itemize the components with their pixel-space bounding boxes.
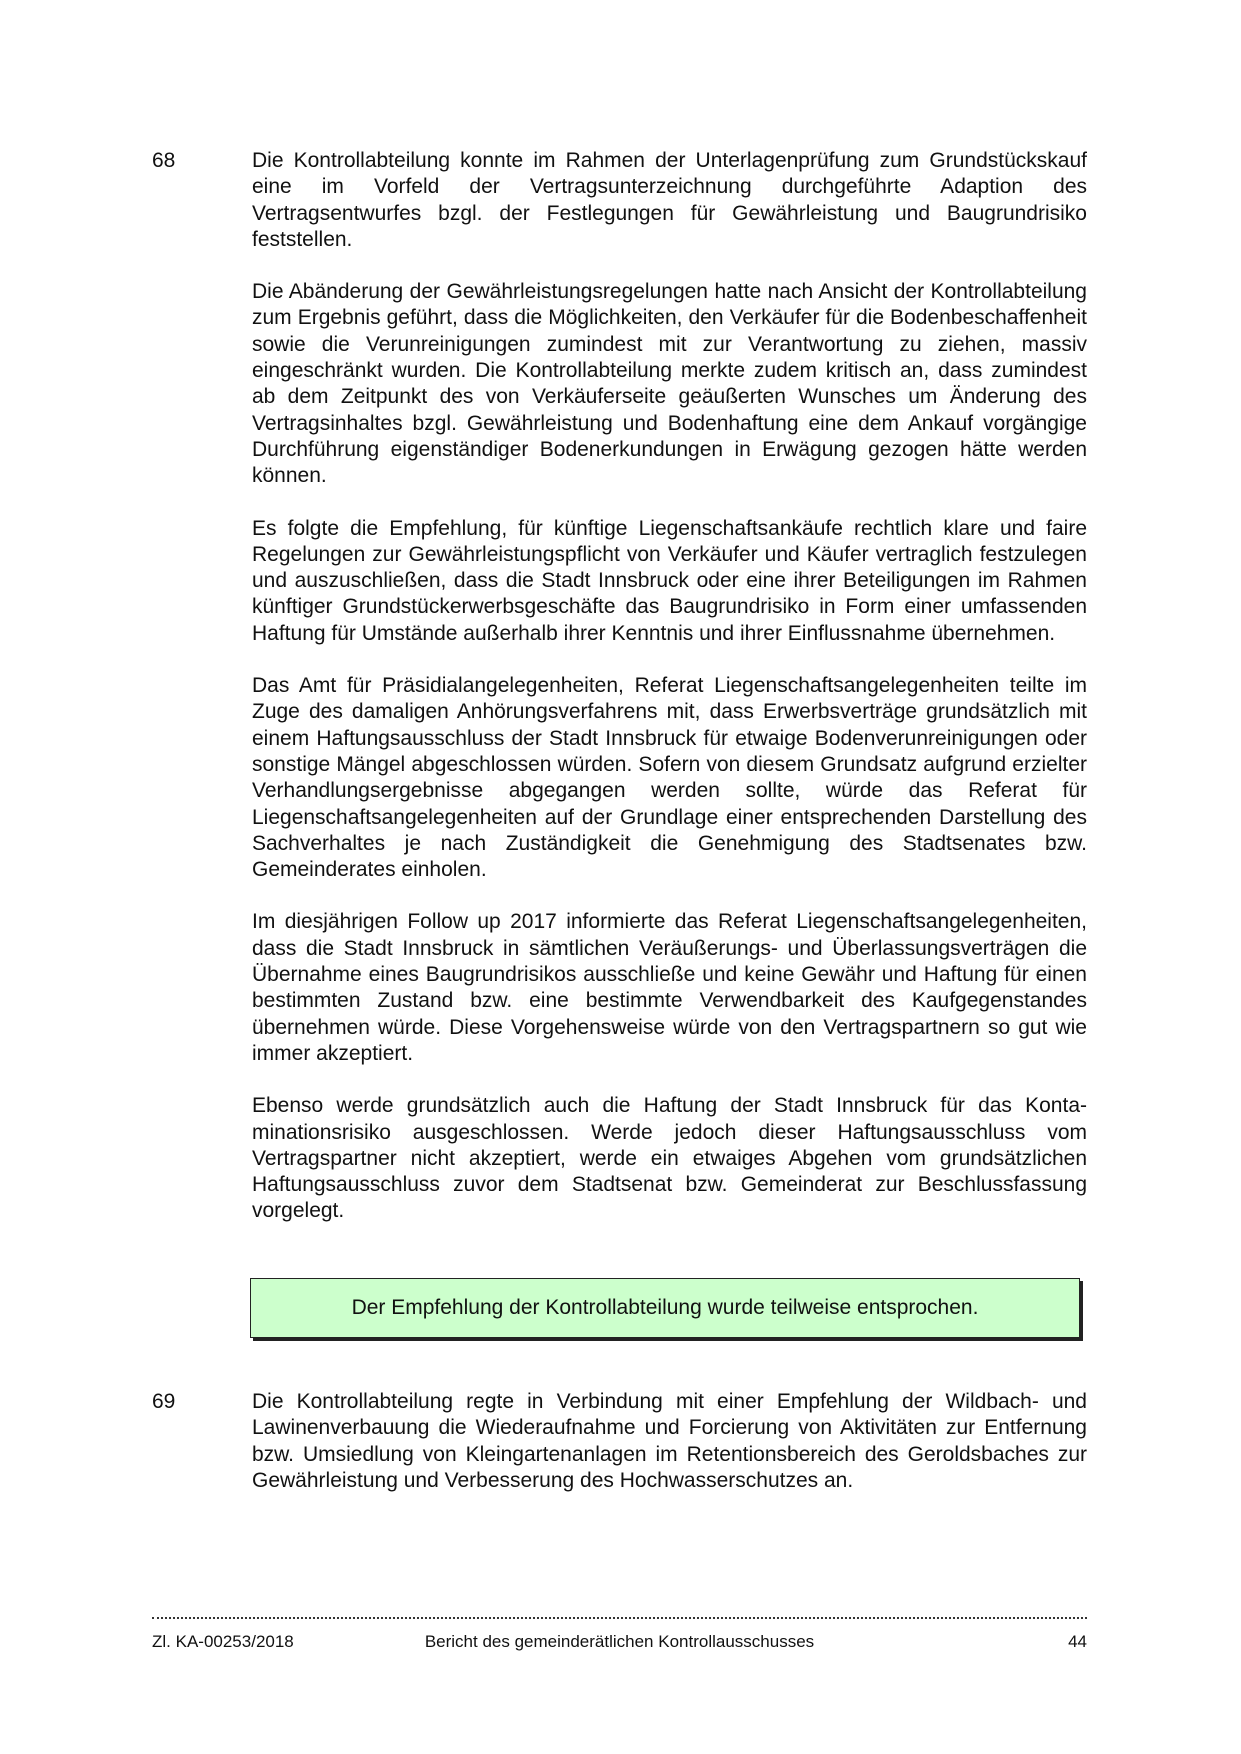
footer-divider xyxy=(152,1617,1087,1619)
section-number: 69 xyxy=(152,1390,176,1413)
status-callout-box xyxy=(250,1278,1080,1338)
section-number: 68 xyxy=(152,149,176,172)
paragraph: Es folgte die Empfehlung, für künftige Liegenschaftsankäufe rechtlich klare und faire Regelungen zur Gewährleistungspflicht von Verkäufer und Käufer vertraglich festzulegen und auszuschließen, dass die Stadt Innsbruck oder eine ihrer Beteiligungen im Rahmen künftiger Grundstückerwerbsgeschäfte das Baugrundrisiko in Form einer umfassenden Haftung für Umstände außerhalb ihrer Kenntnis und ihrer Einflussnahme übernehmen. xyxy=(252,516,1087,645)
paragraph: Die Abänderung der Gewährleistungsregelungen hatte nach Ansicht der Kontrollabteilung zum Ergebnis geführt, dass die Möglichkeiten, den Verkäufer für die Bodenbeschaffenheit sowie die Verunreinigungen zumindest mit zur Verantwortung zu ziehen, massiv eingeschränkt wurden. Die Kontrollabteilung merkte zudem kritisch an, dass zumindest ab dem Zeitpunkt des von Verkäuferseite geäußerten Wunsches um Änderung des Vertragsinhaltes bzgl. Gewährleistung und Bodenhaftung eine dem Ankauf vorgängige Durchführung eigenständiger Bodenerkundungen in Erwägung gezogen hätte werden können. xyxy=(252,280,1087,488)
paragraph: Das Amt für Präsidialangelegenheiten, Referat Liegenschaftsangelegenheiten teilte im Zuge des damaligen Anhörungsverfahrens mit, dass Erwerbsverträge grundsätzlich mit einem Haftungsausschluss der Stadt Innsbruck für etwaige Bodenverunreinigungen oder sonstige Mängel abgeschlossen würden. Sofern von diesem Grundsatz aufgrund erzielter Verhandlungsergebnisse abgegangen werden sollte, würde das Referat für Liegenschaftsangelegenheiten auf der Grundlage einer entsprechenden Darstellung des Sachverhaltes je nach Zuständigkeit die Genehmigung des Stadtsenates bzw. Gemeinderates einholen. xyxy=(252,674,1087,882)
section-body xyxy=(252,1389,1087,1494)
paragraph: Die Kontrollabteilung regte in Verbindung mit einer Empfehlung der Wildbach- und Lawinenverbauung die Wiederaufnahme und Forcierung von Aktivitäten zur Entfernung bzw. Umsiedlung von Kleingartenanlagen im Retentionsbereich des Geroldsbaches zur Gewährleistung und Verbesserung des Hochwasserschutzes an. xyxy=(252,1390,1087,1492)
page-footer xyxy=(152,1632,1087,1656)
footer-reference: Zl. KA-00253/2018 xyxy=(152,1632,294,1651)
section-body xyxy=(252,148,1087,1225)
footer-title: Bericht des gemeinderätlichen Kontrollausschusses xyxy=(424,1632,815,1651)
paragraph: Im diesjährigen Follow up 2017 informierte das Referat Liegenschaftsangelegenheiten, dass die Stadt Innsbruck in sämtlichen Veräußerungs- und Überlassungsverträgen die Übernahme eines Baugrundrisikos ausschließe und keine Gewähr und Haftung für einen bestimmten Zustand bzw. eine bestimmte Verwendbarkeit des Kaufgegenstandes übernehmen würde. Diese Vorgehensweise würde von den Vertragspartnern so gut wie immer akzeptiert. xyxy=(252,910,1087,1065)
paragraph: Die Kontrollabteilung konnte im Rahmen der Unterlagenprüfung zum Grundstückskauf eine im Vorfeld der Vertragsunterzeichnung durchgeführte Adaption des Vertragsentwurfes bzgl. der Festlegungen für Gewährleistung und Baugrundrisiko feststellen. xyxy=(252,149,1087,251)
page-number: 44 xyxy=(1068,1632,1087,1651)
callout-text: Der Empfehlung der Kontrollabteilung wurde teilweise entsprochen. xyxy=(351,1296,979,1319)
paragraph: Ebenso werde grundsätzlich auch die Haftung der Stadt Innsbruck für das Kontaminationsrisiko ausgeschlossen. Werde jedoch dieser Haftungsausschluss vom Vertragspartner nicht akzeptiert, werde ein etwaiges Abgehen vom grundsätzlichen Haftungsausschluss zuvor dem Stadtsenat bzw. Gemeinderat zur Beschlussfassung vorgelegt. xyxy=(252,1094,1087,1223)
